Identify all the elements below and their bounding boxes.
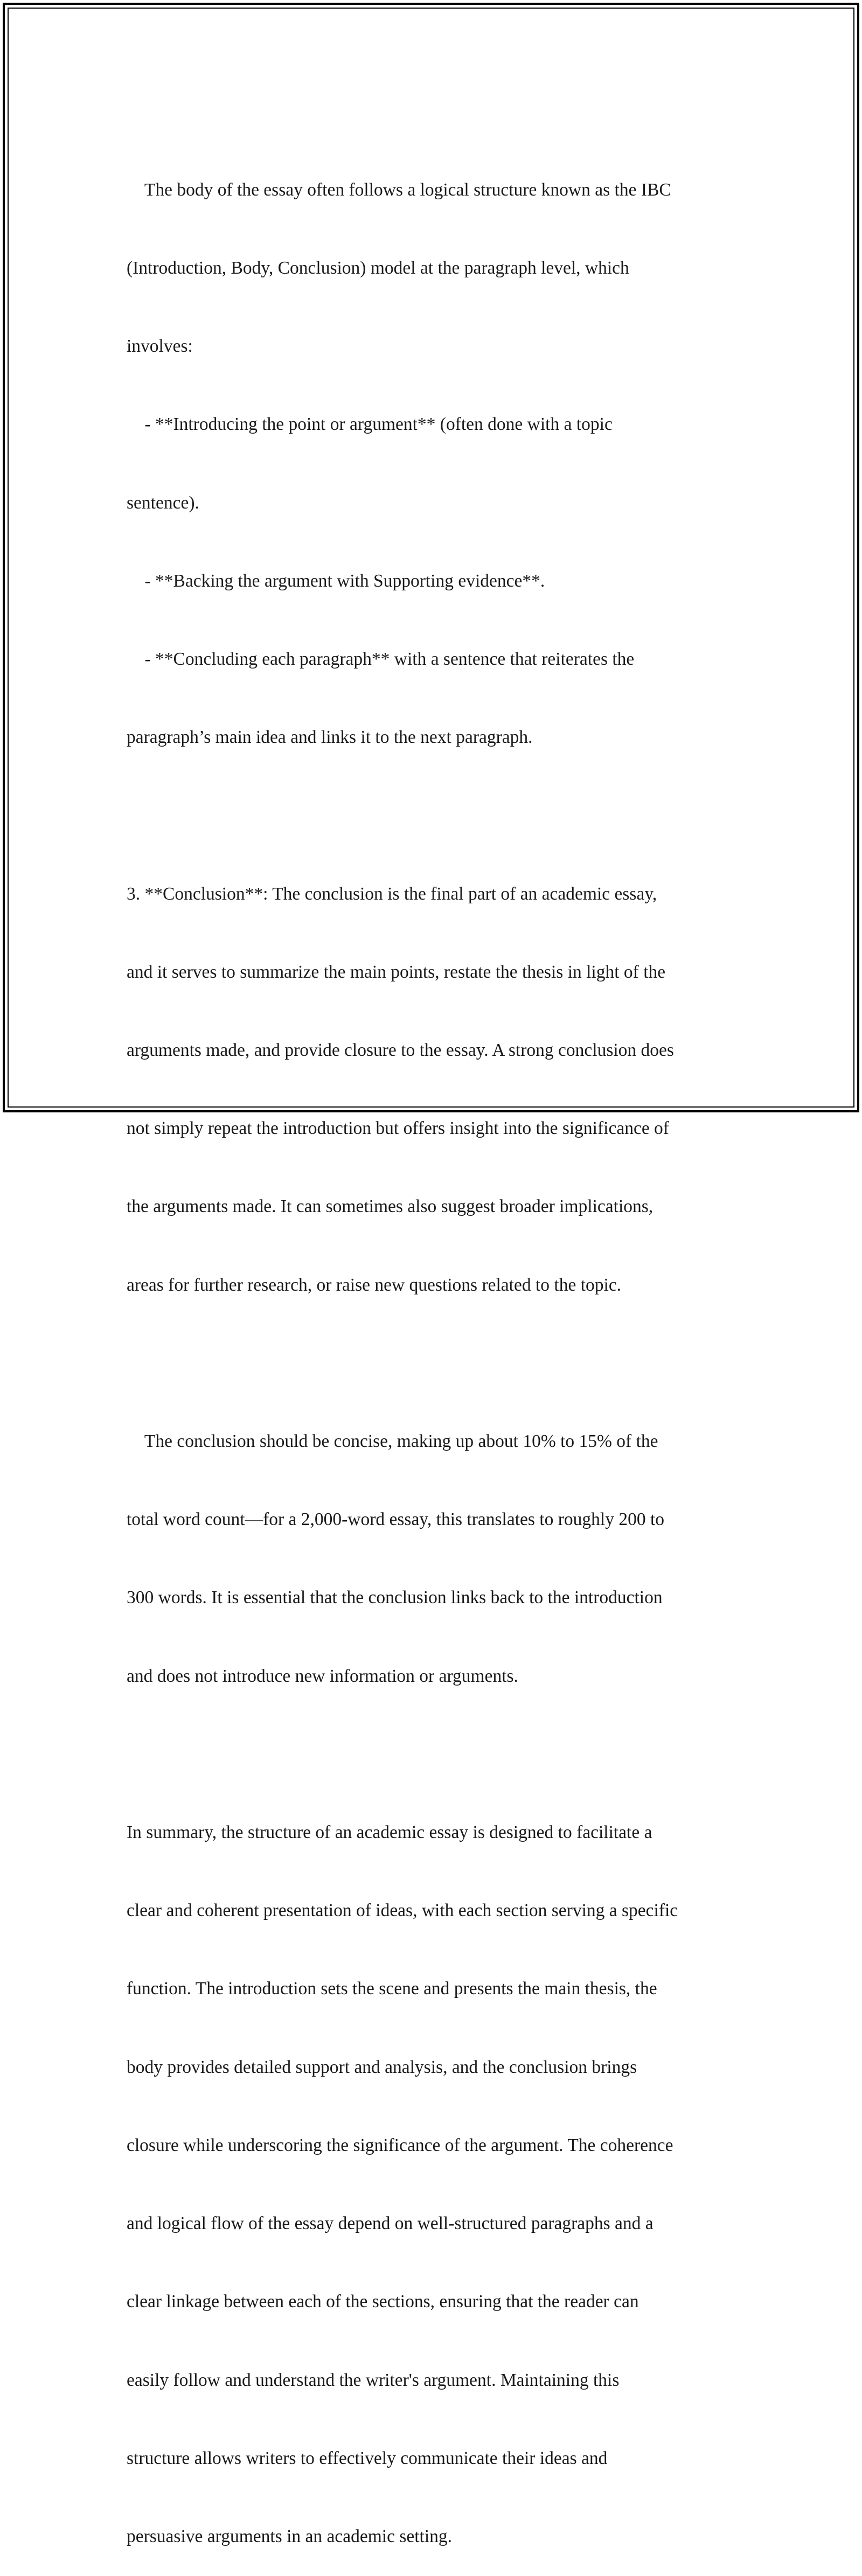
text-line: paragraph’s main idea and links it to the next paragraph. <box>127 727 533 748</box>
text-line: closure while underscoring the significance of the argument. The coherence <box>127 2135 673 2155</box>
text-line: not simply repeat the introduction but offers insight into the significance of <box>127 1118 669 1139</box>
text-line: and does not introduce new information or arguments. <box>127 1666 518 1686</box>
text-line: clear and coherent presentation of ideas, with each section serving a specific <box>127 1900 678 1921</box>
text-line: The conclusion should be concise, making up about 10% to 15% of the <box>127 1431 658 1452</box>
text-line: persuasive arguments in an academic setting. <box>127 2526 453 2546</box>
text-line: and logical flow of the essay depend on well-structured paragraphs and a <box>127 2213 654 2234</box>
text-line: total word count—for a 2,000-word essay, this translates to roughly 200 to <box>127 1509 664 1530</box>
paragraph-gap <box>127 803 735 829</box>
text-line: sentence). <box>127 492 199 513</box>
text-line: function. The introduction sets the scene and presents the main thesis, the <box>127 1979 657 1999</box>
text-line: 3. **Conclusion**: The conclusion is the final part of an academic essay, <box>127 883 657 904</box>
text-line: - **Backing the argument with Supporting evidence**. <box>127 570 545 591</box>
text-line: 300 words. It is essential that the conclusion links back to the introduction <box>127 1588 663 1608</box>
paragraph-gap <box>127 1742 735 1767</box>
text-line: structure allows writers to effectively communicate their ideas and <box>127 2448 608 2468</box>
paragraph-gap <box>127 1350 735 1376</box>
text-line: The body of the essay often follows a logical structure known as the IBC <box>127 179 671 200</box>
text-line: clear linkage between each of the sections, ensuring that the reader can <box>127 2292 639 2312</box>
text-line: arguments made, and provide closure to the essay. A strong conclusion does <box>127 1040 674 1061</box>
text-line: the arguments made. It can sometimes also suggest broader implications, <box>127 1196 654 1217</box>
text-line: (Introduction, Body, Conclusion) model at the paragraph level, which <box>127 258 629 279</box>
text-line: In summary, the structure of an academic essay is designed to facilitate a <box>127 1822 652 1843</box>
text-line: areas for further research, or raise new questions related to the topic. <box>127 1275 622 1295</box>
text-line: - **Concluding each paragraph** with a sentence that reiterates the <box>127 649 635 670</box>
text-line: - **Introducing the point or argument** (often done with a topic <box>127 414 613 435</box>
document-body <box>127 125 735 2576</box>
text-line: body provides detailed support and analysis, and the conclusion brings <box>127 2057 637 2077</box>
text-line: easily follow and understand the writer's argument. Maintaining this <box>127 2370 620 2390</box>
text-line: involves: <box>127 336 193 357</box>
text-line: and it serves to summarize the main points, restate the thesis in light of the <box>127 962 666 982</box>
